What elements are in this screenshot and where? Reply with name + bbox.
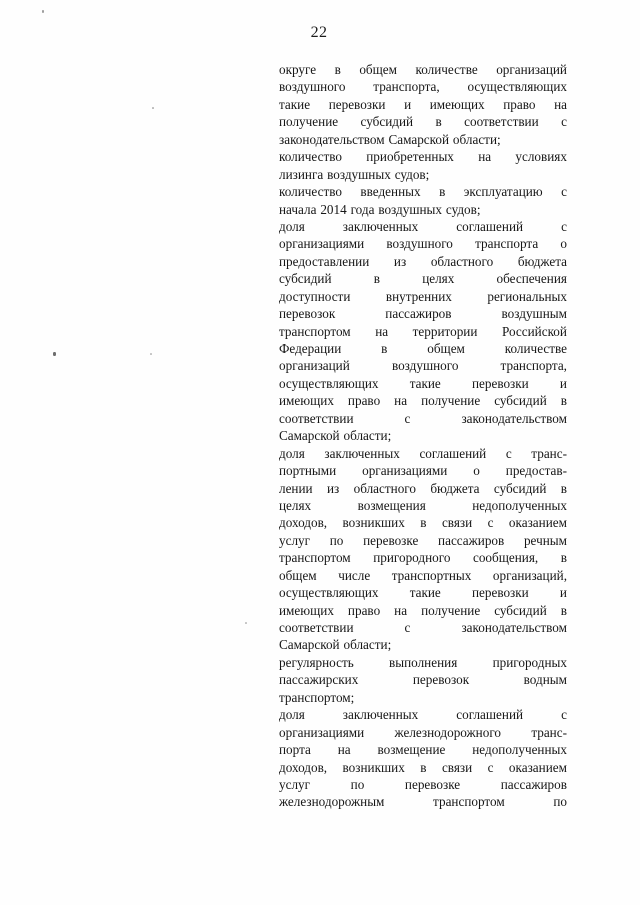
word: порта <box>279 742 311 758</box>
word: количестве <box>415 62 478 77</box>
word: внутренних <box>385 288 452 304</box>
word: на <box>554 96 567 112</box>
word: осуществляющих <box>279 585 379 601</box>
word: бюджета <box>430 480 480 496</box>
word: приобретенных <box>366 149 454 165</box>
text-line <box>279 305 567 322</box>
word: предостав- <box>505 463 567 479</box>
word: заключенных <box>342 218 419 234</box>
word: по <box>329 532 344 548</box>
scan-speck <box>42 10 44 13</box>
word: транспорта, <box>373 79 440 95</box>
word: в <box>373 271 380 287</box>
paragraph <box>279 61 567 148</box>
word: воздушного <box>391 358 459 374</box>
word: с <box>561 114 567 130</box>
word: количестве <box>504 341 567 356</box>
word: в <box>420 515 427 531</box>
word: сообщения, <box>472 550 539 566</box>
text-line <box>279 462 567 479</box>
word: в <box>560 602 567 618</box>
word: организаций <box>496 62 567 77</box>
word: осуществляющих <box>279 375 379 391</box>
word: законодательством <box>461 410 567 426</box>
scan-speck <box>150 353 152 355</box>
word: воздушных <box>378 201 442 217</box>
text-line <box>279 514 567 531</box>
word: недополученных <box>472 742 567 758</box>
text-line <box>279 445 567 462</box>
paragraph <box>279 148 567 183</box>
word: на <box>375 323 389 339</box>
text-line <box>279 410 567 427</box>
text-line <box>279 671 567 688</box>
word: 2014 <box>320 201 347 217</box>
word: воздушного <box>386 236 453 252</box>
word: обеспечения <box>496 271 567 287</box>
word: такие <box>409 585 441 601</box>
word: право <box>347 602 381 618</box>
word: с <box>404 410 411 426</box>
word: в <box>420 759 427 775</box>
word: года <box>350 201 375 217</box>
word: доля <box>279 218 305 234</box>
word: возникших <box>342 759 405 775</box>
word: железнодорожного <box>394 724 501 740</box>
word: на <box>478 149 492 165</box>
text-line <box>279 113 567 130</box>
text-line <box>279 201 567 218</box>
text-line <box>279 148 567 165</box>
text-line <box>279 532 567 549</box>
word: области; <box>343 637 392 653</box>
word: портными <box>279 463 337 479</box>
text-line <box>279 636 567 653</box>
word: такие <box>409 375 441 391</box>
text-line <box>279 480 567 497</box>
word: соглашений <box>456 707 524 723</box>
text-line <box>279 323 567 340</box>
word: в <box>381 341 388 356</box>
word: перевозке <box>363 532 419 548</box>
word: доля <box>279 445 305 461</box>
word: организациями <box>362 463 448 479</box>
word: с <box>404 620 411 635</box>
word: введенных <box>360 184 421 200</box>
word: пригородных <box>492 654 567 670</box>
word: на <box>337 742 351 758</box>
text-line <box>279 183 567 200</box>
word: возмещение <box>377 742 446 758</box>
text-line <box>279 741 567 758</box>
word: перевозки <box>471 375 529 391</box>
word: бюджета <box>517 253 567 269</box>
word: такие <box>279 96 311 112</box>
word: получение <box>279 114 339 130</box>
text-line <box>279 706 567 723</box>
word: получение <box>421 602 481 618</box>
word: воздушного <box>279 79 346 95</box>
word: количество <box>279 149 342 165</box>
word: воздушным <box>501 306 567 322</box>
word: и <box>404 96 412 112</box>
text-line <box>279 288 567 305</box>
word: лизинга <box>279 166 324 182</box>
word: выполнения <box>389 654 458 670</box>
word: речным <box>523 532 567 548</box>
word: областного <box>353 480 416 496</box>
word: регулярность <box>279 654 354 670</box>
word: числе <box>338 567 371 583</box>
word: доля <box>279 707 305 723</box>
text-line <box>279 340 567 357</box>
word: общем <box>359 62 397 77</box>
word: целях <box>279 497 312 513</box>
paragraph <box>279 654 567 706</box>
word: о <box>560 236 567 252</box>
text-line <box>279 131 567 148</box>
word: пассажиров <box>438 532 505 548</box>
word: оказанием <box>508 759 567 775</box>
word: недополученных <box>472 497 567 513</box>
text-line <box>279 166 567 183</box>
text-line <box>279 567 567 584</box>
word: области; <box>343 428 392 444</box>
word: субсидий <box>279 271 332 287</box>
text-line <box>279 689 567 706</box>
word: доходов, <box>279 515 328 531</box>
word: субсидий <box>360 114 414 130</box>
word: перевозке <box>404 776 461 792</box>
word: в <box>435 114 442 130</box>
word: в <box>334 62 341 77</box>
scan-speck <box>245 622 247 624</box>
word: пассажиров <box>385 306 452 322</box>
word: заключенных <box>324 445 400 461</box>
word: пассажиров <box>500 776 567 792</box>
word: транс- <box>531 724 567 740</box>
text-line <box>279 235 567 252</box>
word: транс- <box>531 445 567 461</box>
word: получение <box>421 393 481 409</box>
word: услуг <box>279 776 311 792</box>
word: транспорта <box>475 236 539 252</box>
word: субсидий <box>494 393 547 409</box>
text-line <box>279 270 567 287</box>
text-line <box>279 776 567 793</box>
word: на <box>394 602 408 618</box>
word: транспортом <box>433 794 505 810</box>
word: по <box>553 794 567 810</box>
text-line <box>279 61 567 78</box>
text-line <box>279 497 567 514</box>
word: соглашений <box>456 218 524 234</box>
word: Российской <box>501 323 567 339</box>
text-line <box>279 619 567 636</box>
text-line <box>279 759 567 776</box>
word: с <box>487 515 494 531</box>
text-line <box>279 218 567 235</box>
word: субсидий <box>493 480 547 496</box>
word: и <box>559 585 567 601</box>
document-text-column <box>279 61 567 811</box>
word: с <box>505 445 512 461</box>
word: судов; <box>445 201 481 217</box>
word: предоставлении <box>279 253 370 269</box>
text-line <box>279 584 567 601</box>
word: перевозок <box>279 306 336 322</box>
word: в <box>560 393 567 409</box>
paragraph <box>279 218 567 445</box>
word: и <box>559 375 567 391</box>
word: соглашений <box>419 445 487 461</box>
word: имеющих <box>279 393 334 409</box>
word: заключенных <box>342 707 419 723</box>
text-line <box>279 78 567 95</box>
word: соответствии <box>464 114 539 130</box>
word: начала <box>279 201 317 217</box>
word: транспортом; <box>279 689 355 705</box>
word: право <box>503 96 536 112</box>
word: воздушных <box>327 166 391 182</box>
word: пассажирских <box>279 672 359 688</box>
word: транспортом <box>279 550 351 566</box>
text-line <box>279 357 567 374</box>
word: транспортных <box>391 567 472 583</box>
paragraph <box>279 445 567 654</box>
word: организаций, <box>492 567 567 583</box>
word: Самарской <box>388 131 450 147</box>
word: в <box>560 480 567 496</box>
word: судов; <box>394 166 430 182</box>
word: перевозок <box>412 672 470 688</box>
word: субсидий <box>494 602 547 618</box>
paragraph <box>279 183 567 218</box>
word: из <box>393 253 407 269</box>
word: о <box>473 463 480 479</box>
word: перевозки <box>328 96 386 112</box>
word: услуг <box>279 532 311 548</box>
word: соответствии <box>279 620 354 635</box>
word: связи <box>441 515 473 531</box>
text-line <box>279 427 567 444</box>
word: условиях <box>515 149 567 165</box>
word: водным <box>523 672 567 688</box>
word: Самарской <box>279 637 340 653</box>
word: законодательством <box>461 620 567 635</box>
word: связи <box>441 759 473 775</box>
word: законодательством <box>279 131 385 147</box>
word: лении <box>279 480 313 496</box>
word: перевозки <box>471 585 529 601</box>
word: областного <box>430 253 494 269</box>
word: право <box>347 393 381 409</box>
word: возмещения <box>357 497 426 513</box>
scan-speck <box>53 352 56 356</box>
word: имеющих <box>279 602 334 618</box>
word: организациями <box>279 724 365 740</box>
word: области; <box>452 131 501 147</box>
word: на <box>394 393 408 409</box>
word: эксплуатацию <box>463 184 543 200</box>
scan-speck <box>152 107 154 109</box>
word: возникших <box>342 515 405 531</box>
word: с <box>561 218 567 234</box>
word: железнодорожным <box>279 794 385 810</box>
word: транспортом <box>279 323 351 339</box>
paragraph <box>279 706 567 811</box>
word: Самарской <box>279 428 340 444</box>
word: транспорта, <box>500 358 567 374</box>
text-line <box>279 96 567 113</box>
text-line <box>279 549 567 566</box>
word: доходов, <box>279 759 328 775</box>
word: организаций <box>279 358 350 374</box>
text-line <box>279 253 567 270</box>
word: общем <box>427 341 465 356</box>
word: округе <box>279 62 317 77</box>
page-number: 22 <box>310 24 328 41</box>
word: оказанием <box>508 515 567 531</box>
text-line <box>279 793 567 810</box>
word: территории <box>412 323 478 339</box>
word: Федерации <box>279 341 342 356</box>
word: целях <box>422 271 455 287</box>
text-line <box>279 392 567 409</box>
word: региональных <box>487 288 567 304</box>
word: с <box>561 184 567 200</box>
word: из <box>326 480 340 496</box>
word: в <box>560 550 567 566</box>
word: с <box>487 759 494 775</box>
text-line <box>279 375 567 392</box>
word: имеющих <box>429 96 485 112</box>
text-line <box>279 724 567 741</box>
word: пригородного <box>373 550 451 566</box>
word: осуществляющих <box>467 79 567 95</box>
word: соответствии <box>279 410 354 426</box>
word: количество <box>279 184 342 200</box>
word: по <box>350 776 365 792</box>
text-line <box>279 602 567 619</box>
word: организациями <box>279 236 365 252</box>
text-line <box>279 654 567 671</box>
word: с <box>561 707 567 723</box>
word: доступности <box>279 288 351 304</box>
word: общем <box>279 567 317 583</box>
word: в <box>439 184 446 200</box>
